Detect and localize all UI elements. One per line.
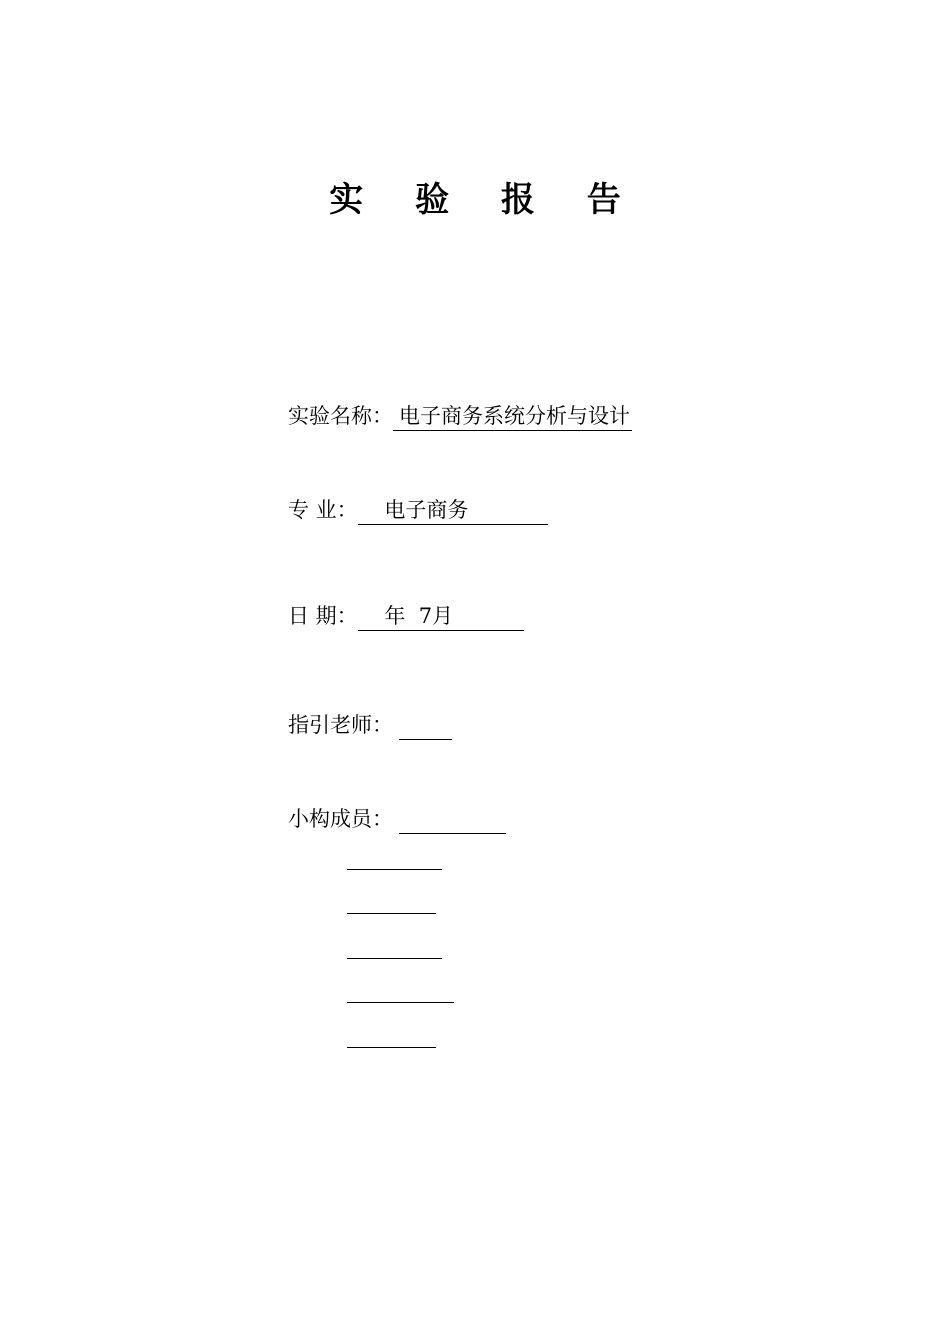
date-value: 年 7月 xyxy=(358,602,524,631)
instructor-blank xyxy=(399,713,452,740)
experiment-name-field xyxy=(288,401,632,431)
date-field xyxy=(288,601,524,631)
member-line-2 xyxy=(347,913,436,914)
members-blank xyxy=(399,807,506,834)
date-label: 日 期： xyxy=(288,604,358,628)
instructor-label: 指引老师： xyxy=(288,713,393,737)
members-field xyxy=(288,804,506,834)
major-label: 专 业： xyxy=(288,498,358,522)
experiment-name-label: 实验名称： xyxy=(288,404,393,428)
member-line-5 xyxy=(347,1047,436,1048)
instructor-field xyxy=(288,710,452,740)
member-line-3 xyxy=(347,958,442,959)
member-line-1 xyxy=(347,869,442,870)
major-value: 电子商务 xyxy=(358,496,548,525)
experiment-name-value: 电子商务系统分析与设计 xyxy=(393,402,632,431)
major-field xyxy=(288,495,548,525)
member-line-4 xyxy=(347,1002,454,1003)
members-label: 小构成员： xyxy=(288,807,393,831)
report-title: 实 验 报 告 xyxy=(329,180,641,220)
